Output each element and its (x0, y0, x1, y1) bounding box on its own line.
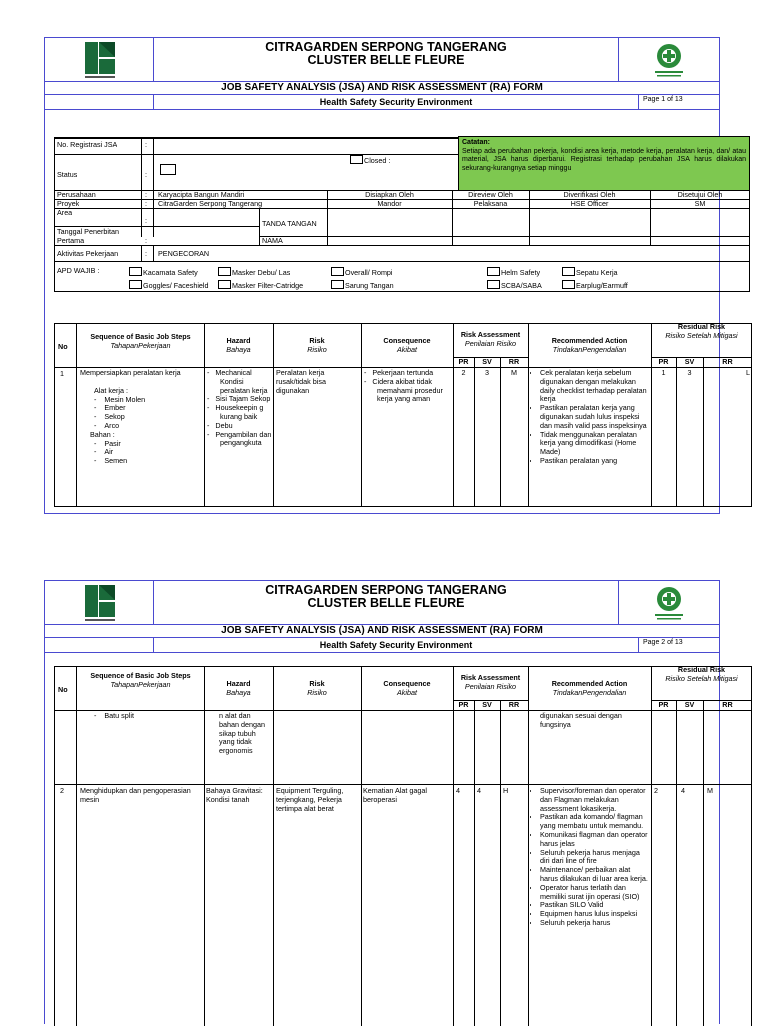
col-hazard: Hazard Bahaya (226, 337, 251, 354)
apd-checkbox[interactable] (487, 280, 500, 289)
row-risk: Peralatan kerja rusak/tidak bisa digunakan (276, 369, 326, 395)
col-consequence: Consequence Akibat (383, 680, 431, 697)
apd-item: Masker Filter-Catridge (218, 280, 303, 291)
apd-item: Sepatu Kerja (562, 267, 618, 278)
sign-head-1: Disiapkan Oleh (365, 191, 414, 199)
closed-checkbox[interactable] (350, 155, 363, 164)
row-actions: • Cek peralatan kerja sebelum digunakan dengan melakukan daily checklist terhadap peralatan kerja • Pastikan peralatan kerja yang digunakan sudah lulus inspeksi dan masih valid pass inspeksinya • Tidak menggunakan peralatan kerja yang dimodifikasi (Home Made) • Pastikan peralatan yang (530, 369, 650, 505)
page-number: Page 1 of 13 (643, 96, 683, 103)
apd-checkbox[interactable] (331, 280, 344, 289)
col-res-pr: PR (658, 701, 669, 709)
colon: : (145, 250, 147, 258)
col-res-sv: SV (684, 358, 695, 366)
col-consequence: Consequence Akibat (383, 337, 431, 354)
company-line1: CITRAGARDEN SERPONG TANGERANG (265, 40, 507, 54)
col-sv: SV (482, 358, 492, 366)
colon: : (145, 200, 147, 208)
apd-item: Earplug/Earmuff (562, 280, 628, 291)
col-risk-assessment: Risk Assessment Penilaian Risiko (460, 674, 521, 691)
col-pr: PR (458, 358, 469, 366)
sign-head-2: Direview Oleh (468, 191, 513, 199)
status-label: Status (57, 171, 78, 179)
row-res-sv: 4 (681, 787, 685, 795)
company-logo (45, 581, 154, 624)
row-actions: • Supervisor/foreman dan operator dan Flagman melakukan assessment lokasikerja. • Pastikan ada komando/ flagman yang membatu untuk memandu. • Komunikasi flagman dan operator harus jelas • Seluruh pekerja harus menjaga diri dari line of fire • Maintenance/ perbaikan alat harus dilakukan di luar area kerja. • Operator harus terlatih dan memiliki surat ijin operasi (SIO) • Pastikan SILO Valid • Equipmen harus lulus inspeksi • Seluruh pekerja harus (530, 787, 650, 1026)
dept-row (44, 95, 720, 110)
jsa-table (54, 666, 752, 1026)
apd-checkbox[interactable] (562, 267, 575, 276)
apd-checkbox[interactable] (487, 267, 500, 276)
reg-label: No. Registrasi JSA (57, 141, 118, 149)
apd-item: Overall/ Rompi (331, 267, 393, 278)
company-title (153, 584, 619, 610)
hse-logo (618, 38, 719, 81)
apd-checkbox[interactable] (218, 267, 231, 276)
catatan-text: Setiap ada perubahan pekerja, kondisi area kerja, metode kerja, peralatan kerja, dan/ atau material, JSA harus diperbarui. Registrasi terhadap perubahan JSA harus dilakukan sekurang-kurangnya setiap minggu (462, 147, 746, 173)
col-rr: RR (508, 701, 520, 709)
col-pr: PR (458, 701, 469, 709)
company-title (153, 41, 619, 67)
apd-label: APD WAJIB : (57, 267, 100, 275)
apd-item: Helm Safety (487, 267, 540, 278)
row-res-rr: M (707, 787, 713, 795)
apd-checkbox[interactable] (129, 267, 142, 276)
row-consequence: - Pekerjaan tertunda - Cidera akibat tidak memahami prosedur kerja yang aman (364, 369, 443, 404)
tanda-tangan-label: TANDA TANGAN (262, 220, 317, 228)
apd-item: SCBA/SABA (487, 280, 542, 291)
row-res-pr: 2 (654, 787, 658, 795)
sign-role-2: Pelaksana (473, 200, 508, 208)
row-hazard: - Mechanical Kondisi peralatan kerja - Sisi Tajam Sekop - Housekeepin g kurang baik - Debu - Pengambilan dan pengangkuta (207, 369, 272, 448)
catatan-title: Catatan: (462, 139, 491, 146)
page-2 (44, 580, 738, 1024)
row-res-rr: L (746, 369, 750, 377)
sign-role-1: Mandor (377, 200, 402, 208)
col-risk-assessment: Risk Assessment Penilaian Risiko (460, 331, 521, 348)
page-number: Page 2 of 13 (643, 639, 683, 646)
row-hazard: Bahaya Gravitasi: Kondisi tanah (206, 787, 263, 804)
colon: : (145, 141, 147, 149)
form-title: JOB SAFETY ANALYSIS (JSA) AND RISK ASSESSMENT (RA) FORM (44, 625, 720, 638)
closed-label: Closed : (364, 156, 391, 165)
row-pr: 4 (456, 787, 460, 795)
department: Health Safety Security Environment (153, 638, 639, 652)
apd-item: Masker Debu/ Las (218, 267, 290, 278)
col-step: Sequence of Basic Job Steps TahapanPekerjaan (90, 672, 191, 689)
row-consequence: Kematian Alat gagal beroperasi (363, 787, 427, 804)
department: Health Safety Security Environment (153, 95, 639, 109)
proyek-label: Proyek (57, 200, 80, 208)
col-res-rr: RR (722, 358, 733, 366)
dept-row (44, 638, 720, 653)
apd-checkbox[interactable] (218, 280, 231, 289)
apd-checkbox[interactable] (331, 267, 344, 276)
col-rr: RR (508, 358, 520, 366)
perusahaan-value: Karyacipta Bangun Mandiri (158, 191, 245, 199)
company-line2: CLUSTER BELLE FLEURE (307, 596, 465, 610)
col-hazard: Hazard Bahaya (226, 680, 251, 697)
apd-item: Goggles/ Faceshield (129, 280, 209, 291)
sign-role-4: SM (694, 200, 706, 208)
apd-checkbox[interactable] (129, 280, 142, 289)
colon: : (145, 237, 147, 245)
colon: : (145, 171, 147, 179)
col-risk: Risk Risiko (307, 680, 327, 697)
row-pr: 2 (461, 369, 466, 377)
row-step: Mempersiapkan peralatan kerja Alat kerja : - Mesin Molen - Ember - Sekop - Arco Bahan : - Pasir - Air - Semen (80, 369, 181, 466)
perusahaan-label: Perusahaan (57, 191, 96, 199)
apd-item: Sarung Tangan (331, 280, 394, 291)
row-step-cont: - Batu split (94, 712, 134, 720)
col-res-sv: SV (684, 701, 695, 709)
company-logo (45, 38, 154, 81)
col-residual: Residual Risk Risiko Setelah Mitigasi (665, 666, 738, 683)
col-step: Sequence of Basic Job Steps TahapanPekerjaan (90, 333, 191, 350)
company-line2: CLUSTER BELLE FLEURE (307, 53, 465, 67)
col-res-pr: PR (658, 358, 669, 366)
jsa-table (54, 323, 752, 507)
form-title: JOB SAFETY ANALYSIS (JSA) AND RISK ASSESSMENT (RA) FORM (44, 82, 720, 95)
row-step: Menghidupkan dan pengoperasian mesin (80, 787, 191, 804)
sign-head-4: Disetujui Oleh (677, 191, 723, 199)
colon: : (145, 191, 147, 199)
status-checkbox[interactable] (160, 164, 177, 177)
nama-label: NAMA (262, 237, 283, 245)
col-no: No (58, 343, 68, 351)
row-rr: M (511, 369, 517, 377)
proyek-value: CitraGarden Serpong Tangerang (158, 200, 263, 208)
catatan-note (458, 136, 750, 191)
sign-head-3: Diverifikasi Oleh (563, 191, 616, 199)
row-res-pr: 1 (661, 369, 666, 377)
tanggal-label: Tanggal Penerbitan Pertama (57, 228, 119, 245)
info-block (54, 137, 750, 317)
page-1 (44, 37, 750, 514)
apd-checkbox[interactable] (562, 280, 575, 289)
col-sv: SV (482, 701, 492, 709)
row-action-cont: digunakan sesuai dengan fungsinya (540, 712, 622, 729)
row-rr: H (503, 787, 509, 795)
col-recommended: Recommended Action TindakanPengendalian (551, 680, 628, 697)
col-recommended: Recommended Action TindakanPengendalian (551, 337, 628, 354)
aktivitas-value: PENGECORAN (158, 250, 210, 258)
area-label: Area (57, 209, 73, 217)
apd-item: Kacamata Safety (129, 267, 198, 278)
row-no: 2 (60, 787, 64, 795)
closed-field (350, 155, 390, 166)
colon: : (145, 217, 147, 225)
header (44, 580, 720, 625)
col-no: No (58, 686, 68, 694)
row-no: 1 (60, 370, 64, 378)
col-risk: Risk Risiko (307, 337, 327, 354)
row-res-sv: 3 (687, 369, 692, 377)
aktivitas-label: Aktivitas Pekerjaan (57, 250, 119, 258)
company-line1: CITRAGARDEN SERPONG TANGERANG (265, 583, 507, 597)
row-hazard-cont: n alat dan bahan dengan sikap tubuh yang tidak ergonomis (219, 712, 265, 756)
col-res-rr: RR (722, 701, 733, 709)
sign-role-3: HSE Officer (570, 200, 609, 208)
row-sv: 4 (477, 787, 481, 795)
row-sv: 3 (485, 369, 489, 377)
header (44, 37, 720, 82)
hse-logo (618, 581, 719, 624)
row-risk: Equipment Terguling, terjengkang, Pekerja tertimpa alat berat (276, 787, 344, 813)
col-residual: Residual Risk Risiko Setelah Mitigasi (665, 323, 738, 340)
